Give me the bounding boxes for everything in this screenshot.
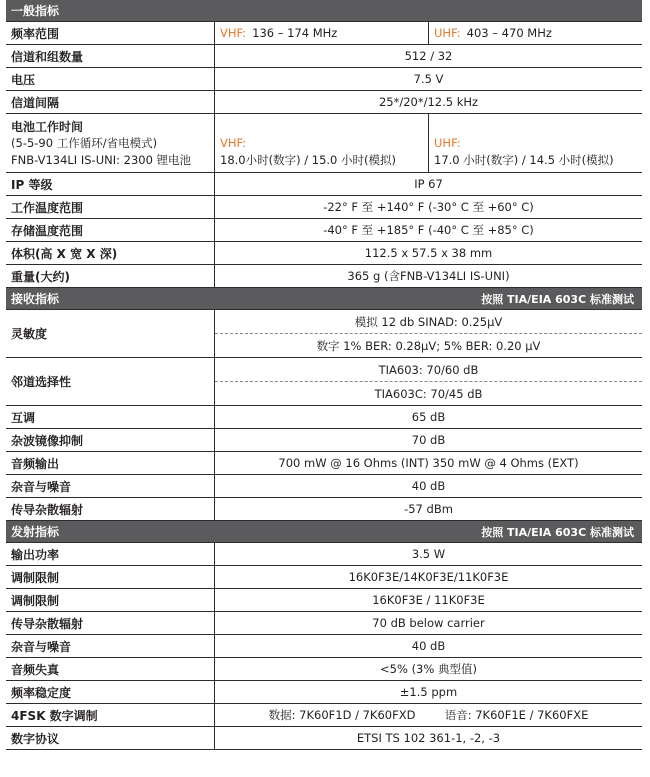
row-label: 重量(大约) [6,265,215,287]
section-header-receiver [6,288,642,310]
row-label: 杂波镜像抑制 [6,429,215,451]
uhf-value: 17.0 小时(数字) / 14.5 小时(模拟) [434,153,614,167]
row-value: 7.5 V [413,72,444,86]
row-label: IP 等级 [6,173,215,195]
row-value: 16K0F3E/14K0F3E/11K0F3E [348,570,509,584]
vhf-tag: VHF: [220,26,247,40]
row-value: 512 / 32 [404,49,453,63]
row-value: -57 dBm [404,502,453,516]
row-value: -22° F 至 +140° F (-30° C 至 +60° C) [323,200,534,214]
row-value: 65 dB [411,410,446,424]
battery-note-pack: FNB-V134LI IS-UNI: 2300 锂电池 [11,152,192,167]
row-channels [6,45,642,68]
row-storage-temp [6,219,642,242]
vhf-value: 136 – 174 MHz [252,26,338,40]
vhf-tag: VHF: [220,136,247,150]
row-battery [6,114,642,173]
row-ip [6,173,642,196]
section-standard: 按照 TIA/EIA 603C 标准测试 [481,292,634,306]
section-title: 一般指标 [11,4,60,18]
row-label: 传导杂散辐射 [6,498,215,520]
row-value: 70 dB below carrier [372,616,485,630]
row-spacing [6,91,642,114]
row-label: 工作温度范围 [6,196,215,218]
row-audio-distortion [6,658,642,681]
row-label: 电压 [6,68,215,90]
row-value: 40 dB [411,639,446,653]
row-dimensions [6,242,642,265]
row-label: 输出功率 [6,543,215,565]
row-label: 频率范围 [6,22,215,44]
uhf-cell [428,114,642,172]
row-sensitivity [6,310,642,358]
row-value: 40 dB [411,479,446,493]
vhf-cell [215,22,428,44]
row-label: 杂音与噪音 [6,635,215,657]
row-intermod [6,406,642,429]
battery-note-cycle: (5-5-90 工作循环/省电模式) [11,135,158,150]
row-rx-hum-noise [6,475,642,498]
battery-label-cell [6,114,215,172]
row-digital-protocol [6,727,642,750]
row-label: 电池工作时间 [11,119,84,134]
row-value: 700 mW @ 16 Ohms (INT) 350 mW @ 4 Ohms (EXT) [278,456,579,470]
uhf-cell [428,22,642,44]
uhf-value: 403 – 470 MHz [466,26,552,40]
row-label: 存储温度范围 [6,219,215,241]
row-label: 音频失真 [6,658,215,680]
row-audio-output [6,452,642,475]
row-label: 杂音与噪音 [6,475,215,497]
row-label: 音频输出 [6,452,215,474]
row-label: 4FSK 数字调制 [6,704,215,726]
row-label: 调制限制 [6,566,215,588]
row-value: 112.5 x 57.5 x 38 mm [364,246,493,260]
row-value-tia603c: TIA603C: 70/45 dB [215,381,642,405]
row-value: 数据: 7K60F1D / 7K60FXD 语音: 7K60F1E / 7K60FXE [268,708,589,722]
vhf-cell [215,114,428,172]
row-value: -40° F 至 +185° F (-40° C 至 +85° C) [323,223,534,237]
row-output-power [6,543,642,566]
row-label: 传导杂散辐射 [6,612,215,634]
row-value: IP 67 [414,177,443,191]
row-frequency [6,22,642,45]
row-value: 70 dB [411,433,446,447]
uhf-tag: UHF: [434,136,461,150]
vhf-value: 18.0小时(数字) / 15.0 小时(模拟) [220,153,396,167]
row-tx-conducted-spurious [6,612,642,635]
row-value: 25*/20*/12.5 kHz [378,95,479,109]
row-value: 16K0F3E / 11K0F3E [372,593,485,607]
row-adjacent-channel [6,358,642,406]
row-frequency-stability [6,681,642,704]
row-label: 信道间隔 [6,91,215,113]
uhf-tag: UHF: [434,26,461,40]
section-title: 发射指标 [11,525,60,539]
row-label: 体积(高 X 宽 X 深) [6,242,215,264]
section-standard: 按照 TIA/EIA 603C 标准测试 [481,525,634,539]
spec-table [6,0,642,750]
row-modulation-2 [6,589,642,612]
row-label: 邻道选择性 [6,358,215,405]
row-value: ETSI TS 102 361-1, -2, -3 [356,731,501,745]
row-label: 数字协议 [6,727,215,749]
row-value-analog: 模拟 12 db SINAD: 0.25µV [354,314,503,329]
row-label: 频率稳定度 [6,681,215,703]
row-value: 3.5 W [411,547,446,561]
row-weight [6,265,642,288]
row-value-digital: 数字 1% BER: 0.28µV; 5% BER: 0.20 µV [215,333,642,357]
section-title: 接收指标 [11,292,60,306]
row-label: 灵敏度 [6,310,215,357]
section-header-general [6,0,642,22]
row-rx-conducted-spurious [6,498,642,521]
row-spurious-rejection [6,429,642,452]
row-value: ±1.5 ppm [399,685,458,699]
row-voltage [6,68,642,91]
row-4fsk [6,704,642,727]
row-value: 365 g (含FNB-V134LI IS-UNI) [347,269,510,283]
row-tx-hum-noise [6,635,642,658]
row-modulation-1 [6,566,642,589]
row-label: 信道和组数量 [6,45,215,67]
row-label: 互调 [6,406,215,428]
section-header-transmitter [6,521,642,543]
row-operating-temp [6,196,642,219]
row-value-tia603: TIA603: 70/60 dB [378,362,479,377]
row-value: <5% (3% 典型值) [380,662,477,676]
row-label: 调制限制 [6,589,215,611]
